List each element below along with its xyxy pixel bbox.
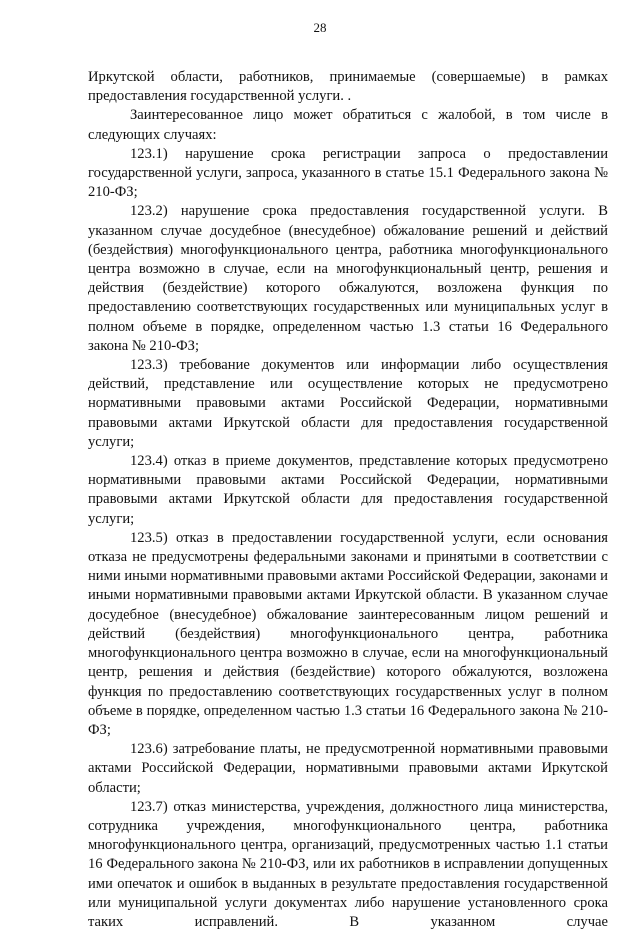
paragraph-item-123-7: 123.7) отказ министерства, учреждения, должностного лица министерства, сотрудника учреждения, многофункционального центра, работника многофункционального центра, организаций, предусмотренных частью 1.1 статьи 16 Федерального закона № 210-ФЗ, или их работников в исправлении допущенных ими опечаток и ошибок в выданных в результате предоставления государственной или муниципальной услуги документах либо нарушение установленного срока таких исправлений. В указанном случае bbox=[88, 798, 608, 930]
paragraph-item-123-6: 123.6) затребование платы, не предусмотренной нормативными правовыми актами Российской Федерации, нормативными правовыми актами Иркутской области; bbox=[88, 741, 608, 796]
paragraph-item-123-3: 123.3) требование документов или информации либо осуществления действий, представление или осуществление которых не предусмотрено нормативными правовыми актами Российской Федерации, нормативными правовыми актами Иркутской области для предоставления государственной услуги; bbox=[88, 357, 608, 450]
paragraph-complaint-intro: Заинтересованное лицо может обратиться с жалобой, в том числе в следующих случаях: bbox=[88, 107, 608, 143]
paragraph-item-123-5: 123.5) отказ в предоставлении государственной услуги, если основания отказа не предусмотрены федеральными законами и принятыми в соответствии с ними иными нормативными правовыми актами Российской Федерации, законами и иными нормативными правовыми актами Иркутской области. В указанном случае досудебное (внесудебное) обжалование заинтересованным лицом решений и действий (бездействия) многофункционального центра, работника многофункционального центра возможно в случае, если на многофункциональный центр, решения и действия (бездействие) которого обжалуются, возложена функция по предоставлению соответствующих государственных услуг в полном объеме в порядке, определенном частью 1.3 статьи 16 Федерального закона № 210-ФЗ; bbox=[88, 529, 608, 738]
paragraph-item-123-1: 123.1) нарушение срока регистрации запроса о предоставлении государственной услуги, запроса, указанного в статье 15.1 Федерального закона № 210-ФЗ; bbox=[88, 145, 608, 201]
page-number: 28 bbox=[313, 20, 327, 35]
document-body bbox=[88, 68, 608, 932]
paragraph-item-123-4: 123.4) отказ в приеме документов, представление которых предусмотрено нормативными правовыми актами Российской Федерации, нормативными правовыми актами Иркутской области для предоставления государственной услуги; bbox=[88, 453, 608, 527]
paragraph-continuation: Иркутской области, работников, принимаемые (совершаемые) в рамках предоставления государственной услуги. . bbox=[88, 69, 608, 105]
paragraph-item-123-2: 123.2) нарушение срока предоставления государственной услуги. В указанном случае досудебное (внесудебное) обжалование решений и действий (бездействия) многофункционального центра, работника многофункционального центра возможно в случае, если на многофункциональный центр, решения и действия (бездействие) которого обжалуются, возложена функция по предоставлению соответствующих государственных или муниципальных услуг в полном объеме в порядке, определенном частью 1.3 статьи 16 Федерального закона № 210-ФЗ; bbox=[88, 203, 608, 354]
